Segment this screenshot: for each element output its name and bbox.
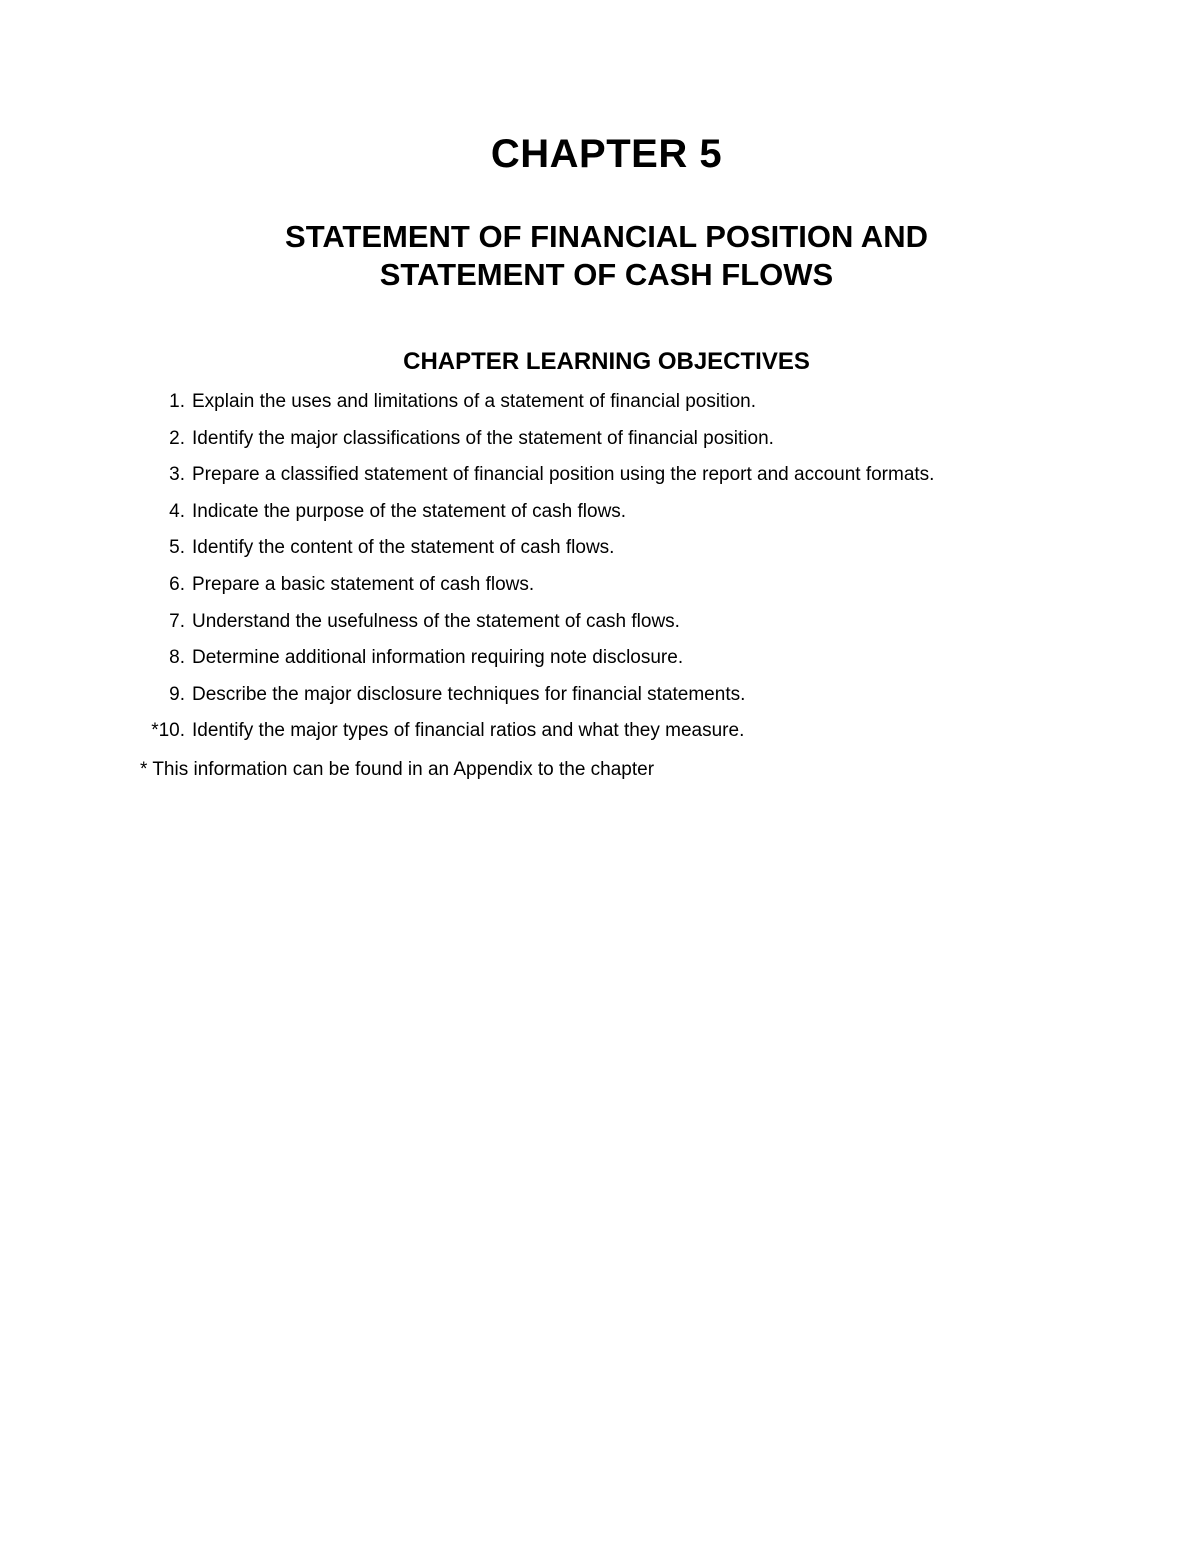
- objective-item: [0, 457, 1200, 494]
- objective-item: [0, 530, 1200, 567]
- objective-text: Determine additional information requiring note disclosure.: [192, 647, 684, 669]
- objectives-heading: CHAPTER LEARNING OBJECTIVES: [403, 348, 810, 375]
- objective-number: 3.: [169, 464, 185, 486]
- subtitle-line-1: STATEMENT OF FINANCIAL POSITION AND: [285, 219, 928, 254]
- objective-number: 8.: [169, 647, 185, 669]
- objective-item: [0, 567, 1200, 604]
- objective-text: Identify the major types of financial ratios and what they measure.: [192, 720, 745, 742]
- objective-text: Prepare a basic statement of cash flows.: [192, 573, 535, 595]
- subtitle-line-2: STATEMENT OF CASH FLOWS: [379, 257, 834, 292]
- objective-text: Indicate the purpose of the statement of cash flows.: [192, 500, 627, 522]
- objective-text: Understand the usefulness of the statement of cash flows.: [192, 610, 680, 632]
- objective-number: *10.: [151, 720, 185, 742]
- objective-number: 6.: [169, 573, 185, 595]
- objectives-list: [0, 384, 1200, 750]
- objective-number: 1.: [169, 391, 185, 412]
- objective-text: Describe the major disclosure techniques for financial statements.: [192, 683, 746, 705]
- chapter-title: CHAPTER 5: [490, 132, 723, 176]
- objective-number: 5.: [169, 537, 185, 559]
- objective-text: Identify the major classifications of the statement of financial position.: [192, 427, 774, 449]
- objective-item: [0, 421, 1200, 458]
- objective-text: Identify the content of the statement of cash flows.: [192, 537, 615, 559]
- objective-number: 7.: [169, 610, 185, 632]
- objective-number: 4.: [169, 500, 185, 522]
- objective-text: Prepare a classified statement of financial position using the report and account formats.: [192, 464, 935, 486]
- chapter-subtitle: [0, 218, 1200, 294]
- objective-item: [0, 640, 1200, 677]
- objective-item: [0, 713, 1200, 750]
- objective-item: [0, 604, 1200, 641]
- appendix-footnote: * This information can be found in an Appendix to the chapter: [140, 759, 655, 780]
- objective-text: Explain the uses and limitations of a statement of financial position.: [192, 391, 756, 412]
- objective-item: [0, 677, 1200, 714]
- objective-item: [0, 384, 1200, 421]
- objective-number: 9.: [169, 683, 185, 705]
- objective-item: [0, 494, 1200, 531]
- objective-number: 2.: [169, 427, 185, 449]
